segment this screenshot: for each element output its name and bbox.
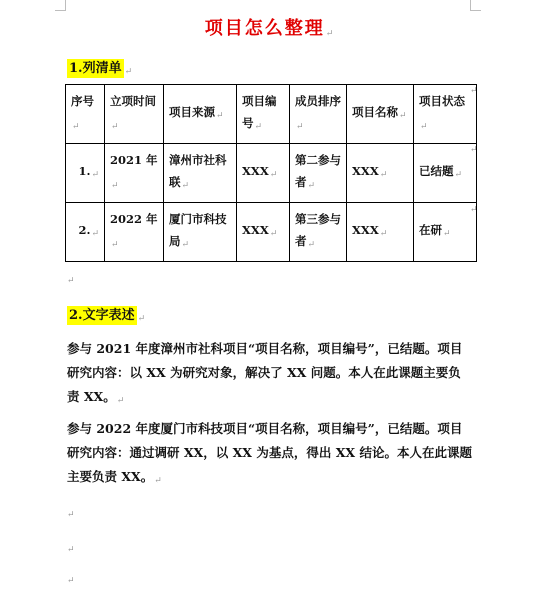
row-end-mark: ↵ xyxy=(470,205,478,215)
paragraph-mark: ↵ xyxy=(325,29,336,39)
title-text: 项目怎么整理 xyxy=(204,18,325,39)
table-cell: 2.↵ xyxy=(66,203,105,262)
table-cell: 第二参与者↵ xyxy=(290,144,347,203)
header-cell: 项目编号↵ xyxy=(237,85,290,144)
table-cell: XXX↵ xyxy=(237,203,290,262)
table-cell: 1.↵ xyxy=(66,144,105,203)
header-cell: 项目状态↵ xyxy=(414,85,477,144)
section-heading-list-text: 1.列清单 xyxy=(69,61,122,76)
empty-paragraph-mark: ↵ xyxy=(67,276,75,286)
table-row xyxy=(66,144,477,203)
table-cell: 在研↵ xyxy=(414,203,477,262)
row-end-mark: ↵ xyxy=(470,86,478,96)
table-cell: XXX↵ xyxy=(347,203,414,262)
table-cell: 2022 年↵ xyxy=(105,203,164,262)
section-heading-text xyxy=(67,304,145,324)
page-corner-mark-right xyxy=(470,0,481,11)
paragraph xyxy=(67,417,472,493)
paragraph-mark: ↵ xyxy=(116,396,125,406)
empty-paragraph-mark: ↵ xyxy=(67,510,75,520)
table-cell: 第三参与者↵ xyxy=(290,203,347,262)
table-header-row xyxy=(66,85,477,144)
paragraph-text: 参与 2022 年度厦门市科技项目“项目名称，项目编号”，已结题。项目研究内容：通过调研 XX，以 XX 为基点，得出 XX 结论。本人在此课题主要负责 XX。 xyxy=(67,421,472,484)
header-cell: 项目名称↵ xyxy=(347,85,414,144)
empty-paragraph-mark: ↵ xyxy=(67,576,75,586)
row-end-mark: ↵ xyxy=(470,145,478,155)
empty-paragraph-mark: ↵ xyxy=(67,545,75,555)
document-title xyxy=(0,14,540,40)
section-heading-list xyxy=(67,57,132,77)
header-cell: 成员排序↵ xyxy=(290,85,347,144)
paragraph-mark: ↵ xyxy=(154,476,162,486)
project-table xyxy=(65,84,477,262)
table-cell: XXX↵ xyxy=(347,144,414,203)
table-cell: 2021 年↵ xyxy=(105,144,164,203)
section-heading-text-label: 2.文字表述 xyxy=(69,308,135,323)
table-cell: XXX↵ xyxy=(237,144,290,203)
paragraph-mark: ↵ xyxy=(124,67,133,77)
table-cell: 漳州市社科联↵ xyxy=(164,144,237,203)
table-cell: 厦门市科技局↵ xyxy=(164,203,237,262)
table-cell: 已结题↵ xyxy=(414,144,477,203)
table-row xyxy=(66,203,477,262)
header-cell: 序号↵ xyxy=(66,85,105,144)
paragraph-mark: ↵ xyxy=(137,314,146,324)
page-corner-mark-left xyxy=(55,0,66,11)
header-cell: 项目来源↵ xyxy=(164,85,237,144)
paragraph xyxy=(67,337,472,413)
paragraph-text: 参与 2021 年度漳州市社科项目“项目名称，项目编号”，已结题。项目研究内容：以 XX 为研究对象，解决了 XX 问题。本人在此课题主要负责 XX。 xyxy=(67,341,463,404)
header-cell: 立项时间↵ xyxy=(105,85,164,144)
